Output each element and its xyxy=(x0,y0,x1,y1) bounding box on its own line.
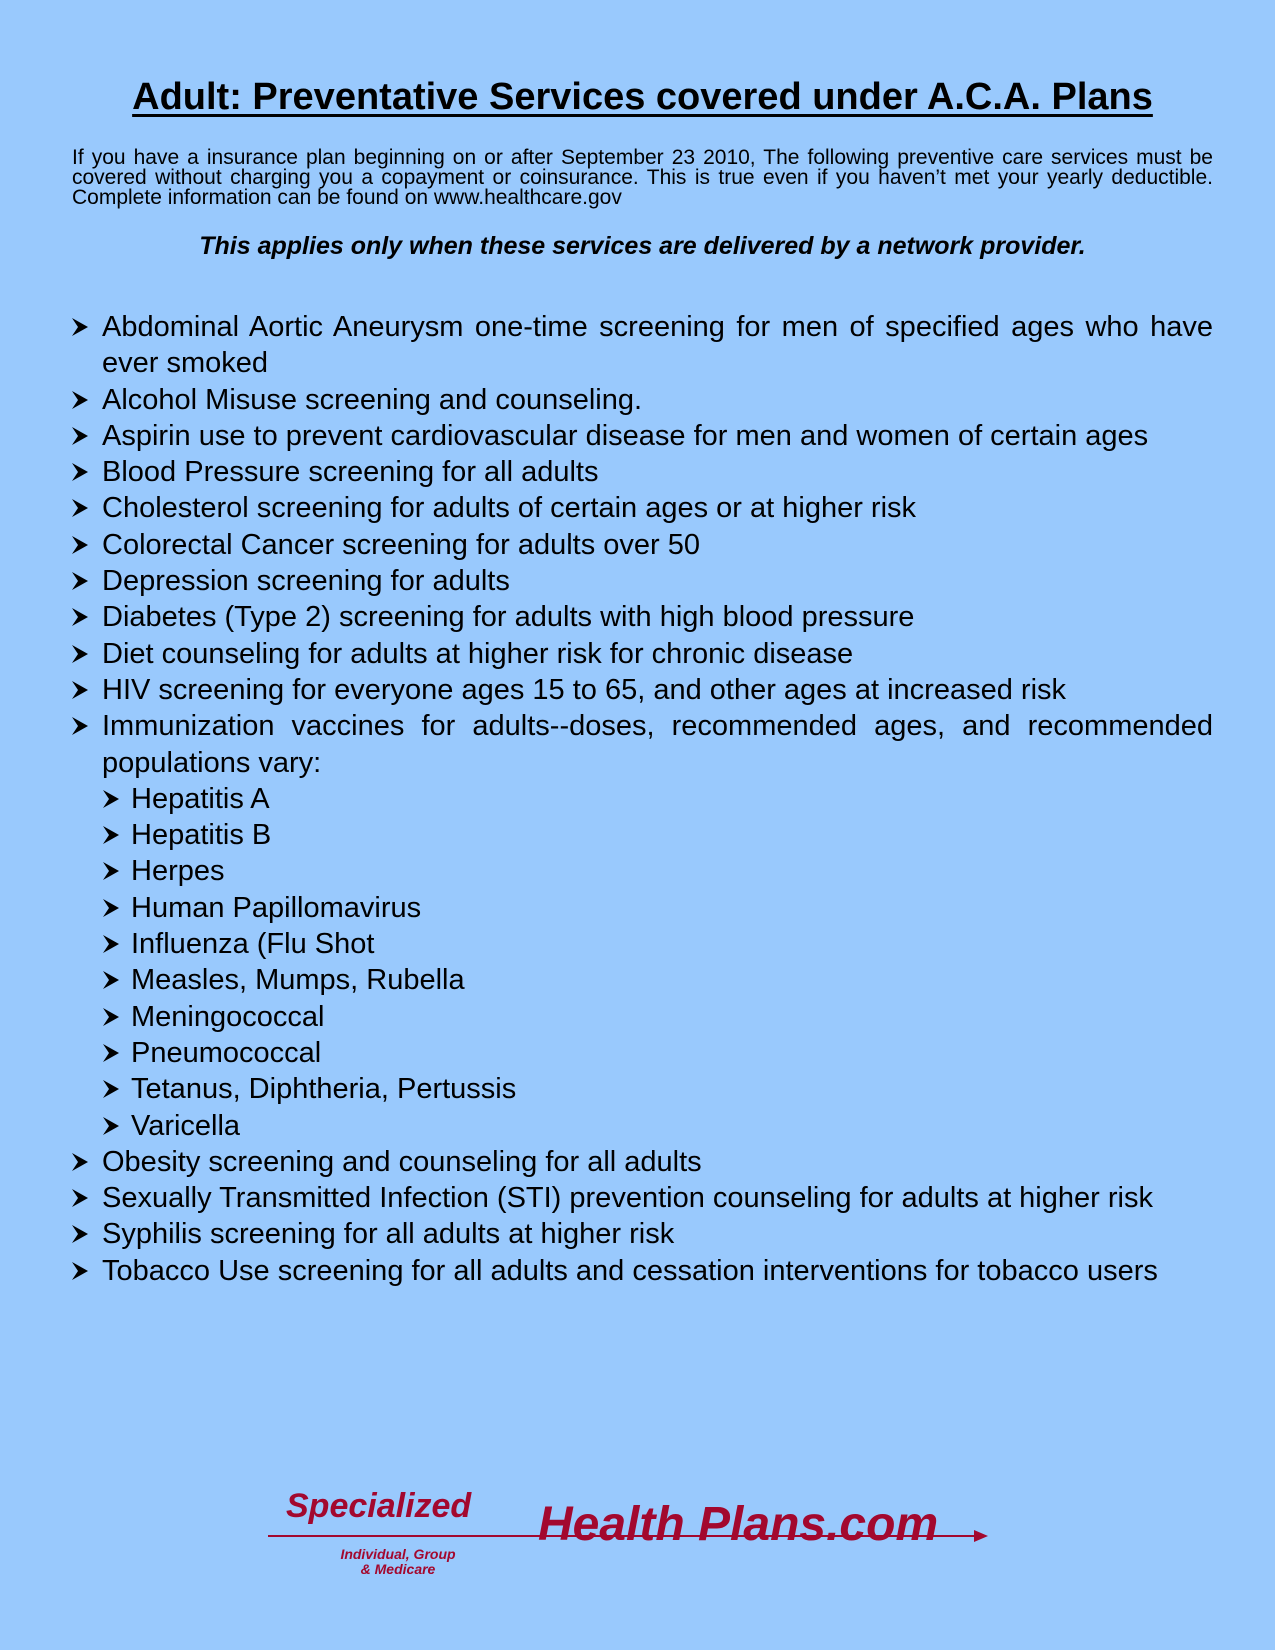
sub-list-item xyxy=(72,999,1213,1035)
list-item-text: Herpes xyxy=(131,855,225,888)
intro-paragraph: If you have a insurance plan beginning on or after September 23 2010, The following preventive care services must be covered without charging you a copayment or coinsurance. This is true even if you haven’t met your yearly deductible. Complete information can be found on www.healthcare.gov xyxy=(72,146,1213,209)
arrowhead-bullet-icon xyxy=(103,1117,119,1135)
list-item-text: Immunization vaccines for adults--doses, recommended ages, and recommended populations vary: xyxy=(102,710,1213,779)
services-list xyxy=(72,309,1213,1289)
list-item-text: Human Papillomavirus xyxy=(131,891,422,924)
logo-tagline xyxy=(318,1547,478,1577)
list-item xyxy=(72,1253,1213,1289)
arrowhead-bullet-icon xyxy=(72,572,88,590)
arrowhead-bullet-icon xyxy=(103,826,119,844)
list-item xyxy=(72,1180,1213,1216)
logo-word-specialized: Specialized xyxy=(286,1487,472,1525)
list-item-text: Colorectal Cancer screening for adults over 50 xyxy=(102,528,701,561)
sub-list-item xyxy=(72,1108,1213,1144)
arrowhead-bullet-icon xyxy=(103,971,119,989)
list-item xyxy=(72,563,1213,599)
sub-list-item xyxy=(72,962,1213,998)
list-item-text: Hepatitis B xyxy=(131,819,272,852)
list-item-text: Alcohol Misuse screening and counseling. xyxy=(102,383,643,416)
logo-tagline-line2: & Medicare xyxy=(360,1561,436,1577)
list-item xyxy=(72,1144,1213,1180)
arrowhead-bullet-icon xyxy=(72,1153,88,1171)
list-item-text: Cholesterol screening for adults of certain ages or at higher risk xyxy=(102,492,917,525)
list-item xyxy=(72,599,1213,635)
page-title: Adult: Preventative Services covered under A.C.A. Plans xyxy=(132,76,1153,118)
list-item xyxy=(72,672,1213,708)
arrowhead-bullet-icon xyxy=(72,645,88,663)
sub-list-item xyxy=(72,853,1213,889)
arrowhead-bullet-icon xyxy=(72,536,88,554)
arrowhead-bullet-icon xyxy=(72,427,88,445)
arrowhead-bullet-icon xyxy=(72,1262,88,1280)
list-item-text: Obesity screening and counseling for all adults xyxy=(102,1145,702,1178)
list-item-text: Blood Pressure screening for all adults xyxy=(102,456,599,489)
arrowhead-bullet-icon xyxy=(72,391,88,409)
arrowhead-bullet-icon xyxy=(103,1008,119,1026)
list-item-text: Diet counseling for adults at higher risk for chronic disease xyxy=(102,637,854,670)
list-item-text: Meningococcal xyxy=(131,1000,325,1033)
list-item-text: Tetanus, Diphtheria, Pertussis xyxy=(131,1073,517,1106)
list-item-text: Aspirin use to prevent cardiovascular disease for men and women of certain ages xyxy=(102,419,1149,452)
company-logo xyxy=(268,1485,1048,1575)
list-item-text: Hepatitis A xyxy=(131,782,270,815)
sub-list-item xyxy=(72,817,1213,853)
list-item-text: Syphilis screening for all adults at higher risk xyxy=(102,1218,675,1251)
arrowhead-bullet-icon xyxy=(72,608,88,626)
sub-list-item xyxy=(72,1071,1213,1107)
sub-list-item xyxy=(72,926,1213,962)
logo-word-health-plans: Health Plans.com xyxy=(538,1498,939,1551)
sub-list-item xyxy=(72,890,1213,926)
arrowhead-bullet-icon xyxy=(103,935,119,953)
arrowhead-bullet-icon xyxy=(72,717,88,735)
list-item-text: Sexually Transmitted Infection (STI) prevention counseling for adults at higher risk xyxy=(102,1182,1153,1215)
network-provider-notice: This applies only when these services are delivered by a network provider. xyxy=(199,232,1086,260)
list-item xyxy=(72,636,1213,672)
arrowhead-bullet-icon xyxy=(103,862,119,880)
list-item xyxy=(72,490,1213,526)
list-item xyxy=(72,309,1213,382)
list-item-text: Depression screening for adults xyxy=(102,565,510,598)
list-item xyxy=(72,418,1213,454)
list-item-text: Diabetes (Type 2) screening for adults with high blood pressure xyxy=(102,601,915,634)
list-item-text: Varicella xyxy=(131,1109,241,1142)
arrowhead-bullet-icon xyxy=(103,1044,119,1062)
sub-list-item xyxy=(72,1035,1213,1071)
logo-tagline-line1: Individual, Group xyxy=(340,1546,456,1562)
sub-list-item xyxy=(72,781,1213,817)
arrowhead-bullet-icon xyxy=(72,1189,88,1207)
list-item-text: Abdominal Aortic Aneurysm one-time screening for men of specified ages who have ever smoked xyxy=(102,311,1213,380)
arrowhead-bullet-icon xyxy=(72,463,88,481)
list-item xyxy=(72,382,1213,418)
list-item xyxy=(72,527,1213,563)
list-item-text: HIV screening for everyone ages 15 to 65, and other ages at increased risk xyxy=(102,673,1067,706)
arrowhead-bullet-icon xyxy=(72,318,88,336)
arrowhead-bullet-icon xyxy=(103,1080,119,1098)
list-item-text: Measles, Mumps, Rubella xyxy=(131,964,465,997)
list-item xyxy=(72,708,1213,781)
list-item-text: Influenza (Flu Shot xyxy=(131,928,375,961)
list-item xyxy=(72,1216,1213,1252)
arrowhead-bullet-icon xyxy=(103,899,119,917)
arrowhead-bullet-icon xyxy=(72,1225,88,1243)
arrowhead-bullet-icon xyxy=(103,790,119,808)
list-item-text: Pneumococcal xyxy=(131,1036,322,1069)
list-item-text: Tobacco Use screening for all adults and cessation interventions for tobacco users xyxy=(102,1254,1158,1287)
arrowhead-bullet-icon xyxy=(72,499,88,517)
list-item xyxy=(72,454,1213,490)
arrowhead-bullet-icon xyxy=(72,681,88,699)
